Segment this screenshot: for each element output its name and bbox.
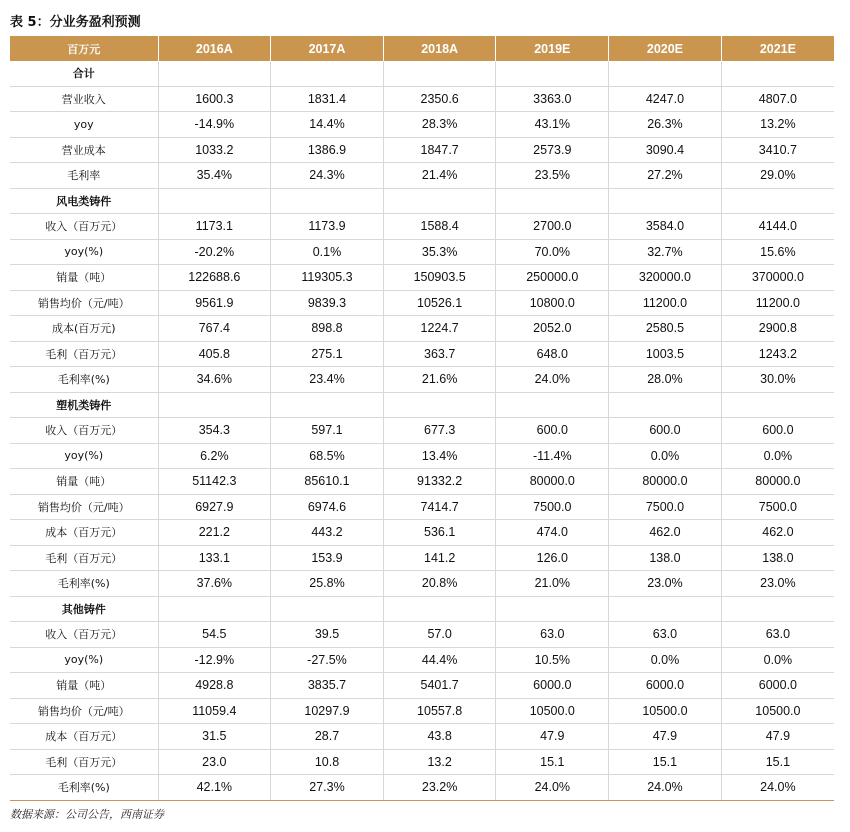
table-cell <box>496 61 609 86</box>
table-cell: -27.5% <box>271 647 384 673</box>
table-row <box>10 545 834 571</box>
table-row <box>10 724 834 750</box>
table-cell: 44.4% <box>383 647 496 673</box>
table-cell: 600.0 <box>721 418 834 444</box>
table-cell: 13.2 <box>383 749 496 775</box>
table-cell <box>496 596 609 622</box>
table-row <box>10 494 834 520</box>
table-cell: 405.8 <box>158 341 271 367</box>
table-cell: 133.1 <box>158 545 271 571</box>
row-label: 销售均价（元/吨） <box>10 494 158 520</box>
table-cell: 24.3% <box>271 163 384 189</box>
table-cell: 0.0% <box>721 647 834 673</box>
row-label: 成本（百万元） <box>10 724 158 750</box>
table-row <box>10 698 834 724</box>
table-cell: 275.1 <box>271 341 384 367</box>
table-row <box>10 749 834 775</box>
table-cell <box>721 188 834 214</box>
table-cell: 24.0% <box>496 775 609 801</box>
table-row <box>10 647 834 673</box>
table-cell: 597.1 <box>271 418 384 444</box>
table-cell: 10500.0 <box>721 698 834 724</box>
section-label: 合计 <box>10 61 158 86</box>
table-cell: 63.0 <box>721 622 834 648</box>
table-cell: 1033.2 <box>158 137 271 163</box>
table-row <box>10 86 834 112</box>
table-cell: 1831.4 <box>271 86 384 112</box>
table-title: 表 5：分业务盈利预测 <box>10 15 141 30</box>
table-row <box>10 112 834 138</box>
section-row <box>10 596 834 622</box>
table-cell: 3835.7 <box>271 673 384 699</box>
table-cell: 1243.2 <box>721 341 834 367</box>
row-label: yoy(%) <box>10 443 158 469</box>
table-cell: 80000.0 <box>721 469 834 495</box>
table-cell: 4247.0 <box>609 86 722 112</box>
table-cell: 462.0 <box>721 520 834 546</box>
row-label: 销量（吨） <box>10 673 158 699</box>
row-label: 毛利率(%) <box>10 367 158 393</box>
table-cell <box>496 392 609 418</box>
table-cell: 119305.3 <box>271 265 384 291</box>
table-cell <box>609 596 722 622</box>
row-label: 成本(百万元) <box>10 316 158 342</box>
table-cell: 15.1 <box>609 749 722 775</box>
table-cell: 39.5 <box>271 622 384 648</box>
table-cell: -14.9% <box>158 112 271 138</box>
table-cell: 29.0% <box>721 163 834 189</box>
table-cell: 2900.8 <box>721 316 834 342</box>
table-cell: 43.8 <box>383 724 496 750</box>
table-cell: 0.0% <box>721 443 834 469</box>
table-cell: 10526.1 <box>383 290 496 316</box>
table-cell <box>609 61 722 86</box>
table-row <box>10 622 834 648</box>
table-cell: 3090.4 <box>609 137 722 163</box>
table-cell <box>158 596 271 622</box>
table-cell: 20.8% <box>383 571 496 597</box>
row-label: 销售均价（元/吨） <box>10 290 158 316</box>
table-cell: 15.6% <box>721 239 834 265</box>
table-cell: 21.4% <box>383 163 496 189</box>
table-cell <box>383 188 496 214</box>
row-label: 销量（吨） <box>10 265 158 291</box>
table-cell: 26.3% <box>609 112 722 138</box>
table-cell <box>721 392 834 418</box>
table-cell: 80000.0 <box>496 469 609 495</box>
table-row <box>10 239 834 265</box>
row-label: 收入（百万元） <box>10 214 158 240</box>
table-cell: 898.8 <box>271 316 384 342</box>
table-cell: 6000.0 <box>609 673 722 699</box>
table-cell: 47.9 <box>721 724 834 750</box>
table-cell <box>609 188 722 214</box>
table-cell: 462.0 <box>609 520 722 546</box>
table-row <box>10 341 834 367</box>
table-cell: 23.4% <box>271 367 384 393</box>
table-row <box>10 316 834 342</box>
row-label: 毛利（百万元） <box>10 749 158 775</box>
table-cell: 9839.3 <box>271 290 384 316</box>
table-cell <box>271 188 384 214</box>
table-cell: 1386.9 <box>271 137 384 163</box>
table-cell: 1224.7 <box>383 316 496 342</box>
table-cell: 2052.0 <box>496 316 609 342</box>
table-cell: 1173.9 <box>271 214 384 240</box>
row-label: 收入（百万元） <box>10 622 158 648</box>
row-label: 毛利（百万元） <box>10 545 158 571</box>
row-label: yoy <box>10 112 158 138</box>
row-label: 营业成本 <box>10 137 158 163</box>
table-cell: 6000.0 <box>721 673 834 699</box>
table-cell: 80000.0 <box>609 469 722 495</box>
table-cell: 70.0% <box>496 239 609 265</box>
table-cell: 54.5 <box>158 622 271 648</box>
table-row <box>10 137 834 163</box>
table-cell: 2700.0 <box>496 214 609 240</box>
header-2017a: 2017A <box>271 36 384 61</box>
table-cell: 3410.7 <box>721 137 834 163</box>
table-cell: 21.0% <box>496 571 609 597</box>
table-cell: 3363.0 <box>496 86 609 112</box>
table-cell: 35.4% <box>158 163 271 189</box>
table-cell: 122688.6 <box>158 265 271 291</box>
table-cell <box>158 61 271 86</box>
table-cell: -12.9% <box>158 647 271 673</box>
table-cell: 221.2 <box>158 520 271 546</box>
table-cell: 9561.9 <box>158 290 271 316</box>
table-cell: 10500.0 <box>496 698 609 724</box>
table-cell: 23.5% <box>496 163 609 189</box>
table-cell: 23.0% <box>609 571 722 597</box>
table-cell: 320000.0 <box>609 265 722 291</box>
table-row <box>10 163 834 189</box>
table-cell: 138.0 <box>721 545 834 571</box>
section-row <box>10 61 834 86</box>
table-cell <box>271 392 384 418</box>
table-cell: 10800.0 <box>496 290 609 316</box>
header-2020e: 2020E <box>609 36 722 61</box>
table-cell: 7414.7 <box>383 494 496 520</box>
table-cell: 27.3% <box>271 775 384 801</box>
table-row <box>10 265 834 291</box>
row-label: 成本（百万元） <box>10 520 158 546</box>
row-label: 销量（吨） <box>10 469 158 495</box>
table-cell: 27.2% <box>609 163 722 189</box>
table-cell: 536.1 <box>383 520 496 546</box>
table-cell: 600.0 <box>496 418 609 444</box>
table-row <box>10 673 834 699</box>
table-cell: 7500.0 <box>609 494 722 520</box>
row-label: 销售均价（元/吨） <box>10 698 158 724</box>
table-cell: 10297.9 <box>271 698 384 724</box>
table-cell: 25.8% <box>271 571 384 597</box>
row-label: 毛利（百万元） <box>10 341 158 367</box>
table-cell: 10.5% <box>496 647 609 673</box>
table-cell <box>383 596 496 622</box>
table-cell: 24.0% <box>721 775 834 801</box>
table-cell: 57.0 <box>383 622 496 648</box>
table-cell: 68.5% <box>271 443 384 469</box>
table-cell: 6927.9 <box>158 494 271 520</box>
table-cell: 34.6% <box>158 367 271 393</box>
table-cell: 14.4% <box>271 112 384 138</box>
table-cell: 10.8 <box>271 749 384 775</box>
table-cell: 1588.4 <box>383 214 496 240</box>
table-cell <box>271 61 384 86</box>
table-cell: 6000.0 <box>496 673 609 699</box>
section-row <box>10 188 834 214</box>
table-cell: 6974.6 <box>271 494 384 520</box>
table-cell: 126.0 <box>496 545 609 571</box>
table-cell: 11200.0 <box>721 290 834 316</box>
table-cell: 21.6% <box>383 367 496 393</box>
table-cell: 13.4% <box>383 443 496 469</box>
row-label: yoy(%) <box>10 239 158 265</box>
table-cell: 0.0% <box>609 647 722 673</box>
row-label: 毛利率(%) <box>10 775 158 801</box>
table-cell: 24.0% <box>609 775 722 801</box>
table-cell: 0.1% <box>271 239 384 265</box>
row-label: yoy(%) <box>10 647 158 673</box>
header-2018a: 2018A <box>383 36 496 61</box>
table-cell <box>158 188 271 214</box>
table-cell: 85610.1 <box>271 469 384 495</box>
table-cell: 47.9 <box>609 724 722 750</box>
table-row <box>10 520 834 546</box>
table-body <box>10 61 834 800</box>
table-cell: 28.7 <box>271 724 384 750</box>
table-cell: 250000.0 <box>496 265 609 291</box>
table-cell: 35.3% <box>383 239 496 265</box>
table-row <box>10 367 834 393</box>
table-cell: 600.0 <box>609 418 722 444</box>
table-cell: 1003.5 <box>609 341 722 367</box>
table-cell: 677.3 <box>383 418 496 444</box>
table-cell: 1847.7 <box>383 137 496 163</box>
header-2021e: 2021E <box>721 36 834 61</box>
table-row <box>10 775 834 801</box>
table-cell: 91332.2 <box>383 469 496 495</box>
table-cell: 0.0% <box>609 443 722 469</box>
table-cell: 28.3% <box>383 112 496 138</box>
table-cell: 1173.1 <box>158 214 271 240</box>
table-cell: 7500.0 <box>721 494 834 520</box>
table-row <box>10 469 834 495</box>
table-cell <box>496 188 609 214</box>
table-cell: 47.9 <box>496 724 609 750</box>
table-cell: 23.0 <box>158 749 271 775</box>
table-cell: 354.3 <box>158 418 271 444</box>
table-header-row <box>10 36 834 61</box>
table-cell: 474.0 <box>496 520 609 546</box>
table-cell <box>383 392 496 418</box>
table-cell: 153.9 <box>271 545 384 571</box>
source-note: 数据来源：公司公告，西南证券 <box>10 808 164 821</box>
header-2019e: 2019E <box>496 36 609 61</box>
table-cell <box>721 61 834 86</box>
header-2016a: 2016A <box>158 36 271 61</box>
row-label: 毛利率(%) <box>10 571 158 597</box>
table-cell: 4807.0 <box>721 86 834 112</box>
table-cell: 138.0 <box>609 545 722 571</box>
table-row <box>10 443 834 469</box>
table-cell: 32.7% <box>609 239 722 265</box>
section-label: 塑机类铸件 <box>10 392 158 418</box>
table-cell: 4144.0 <box>721 214 834 240</box>
table-cell: 363.7 <box>383 341 496 367</box>
table-row <box>10 214 834 240</box>
table-cell: 6.2% <box>158 443 271 469</box>
section-label: 风电类铸件 <box>10 188 158 214</box>
table-cell: 43.1% <box>496 112 609 138</box>
section-row <box>10 392 834 418</box>
table-row <box>10 290 834 316</box>
table-cell: 1600.3 <box>158 86 271 112</box>
table-cell: 15.1 <box>721 749 834 775</box>
table-cell <box>609 392 722 418</box>
table-cell: 150903.5 <box>383 265 496 291</box>
table-cell: 11059.4 <box>158 698 271 724</box>
table-cell: 767.4 <box>158 316 271 342</box>
table-cell: 10557.8 <box>383 698 496 724</box>
row-label: 毛利率 <box>10 163 158 189</box>
table-row <box>10 418 834 444</box>
section-label: 其他铸件 <box>10 596 158 622</box>
table-cell <box>271 596 384 622</box>
table-cell: 31.5 <box>158 724 271 750</box>
table-cell: 5401.7 <box>383 673 496 699</box>
table-cell: -11.4% <box>496 443 609 469</box>
table-cell: 24.0% <box>496 367 609 393</box>
table-cell: 141.2 <box>383 545 496 571</box>
table-cell <box>721 596 834 622</box>
profit-forecast-table <box>10 36 834 801</box>
table-cell: 2350.6 <box>383 86 496 112</box>
table-cell: -20.2% <box>158 239 271 265</box>
table-cell: 7500.0 <box>496 494 609 520</box>
table-cell: 648.0 <box>496 341 609 367</box>
table-cell: 42.1% <box>158 775 271 801</box>
table-cell: 3584.0 <box>609 214 722 240</box>
table-cell: 30.0% <box>721 367 834 393</box>
table-cell: 15.1 <box>496 749 609 775</box>
table-cell: 23.0% <box>721 571 834 597</box>
table-cell: 63.0 <box>609 622 722 648</box>
table-cell: 2573.9 <box>496 137 609 163</box>
row-label: 营业收入 <box>10 86 158 112</box>
table-cell: 63.0 <box>496 622 609 648</box>
table-cell: 11200.0 <box>609 290 722 316</box>
table-cell: 10500.0 <box>609 698 722 724</box>
table-cell: 370000.0 <box>721 265 834 291</box>
table-cell: 443.2 <box>271 520 384 546</box>
table-cell: 51142.3 <box>158 469 271 495</box>
table-cell: 13.2% <box>721 112 834 138</box>
table-cell <box>158 392 271 418</box>
table-cell: 28.0% <box>609 367 722 393</box>
table-cell: 2580.5 <box>609 316 722 342</box>
table-cell <box>383 61 496 86</box>
table-cell: 37.6% <box>158 571 271 597</box>
table-cell: 4928.8 <box>158 673 271 699</box>
table-row <box>10 571 834 597</box>
table-cell: 23.2% <box>383 775 496 801</box>
header-unit: 百万元 <box>10 36 158 61</box>
row-label: 收入（百万元） <box>10 418 158 444</box>
